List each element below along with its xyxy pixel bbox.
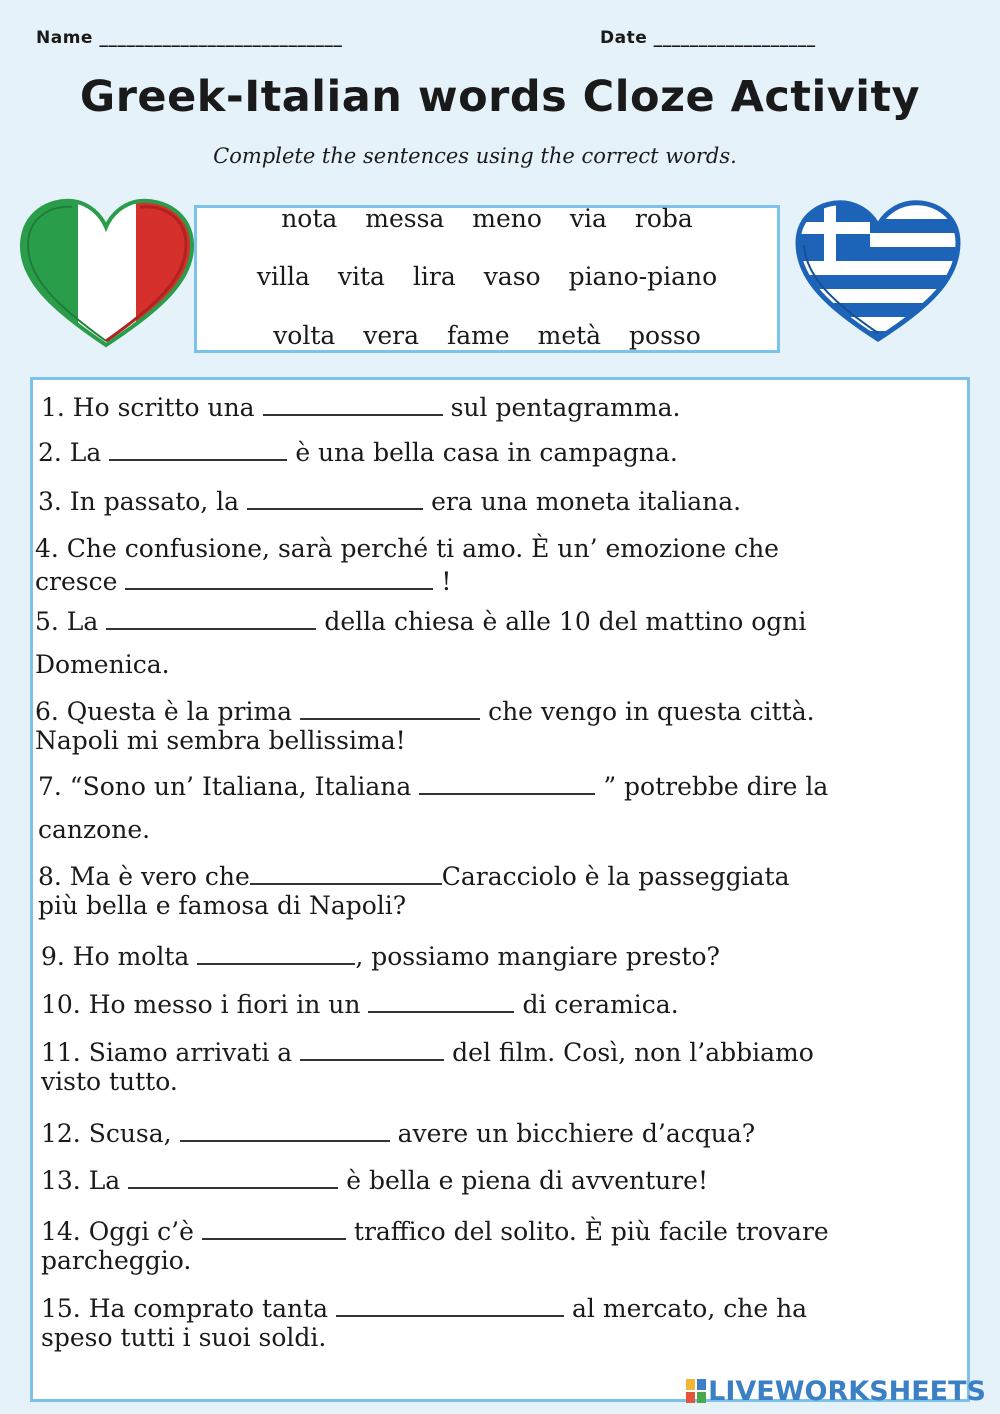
question-8 bbox=[38, 859, 790, 893]
question-text: Domenica. bbox=[35, 650, 170, 679]
answer-blank[interactable] bbox=[125, 564, 433, 590]
question-text: traffico del solito. È più facile trovare bbox=[353, 1217, 829, 1246]
question-text: 1. Ho scritto una bbox=[41, 393, 255, 422]
question-text: che vengo in questa città. bbox=[488, 697, 815, 726]
question-15 bbox=[41, 1291, 807, 1325]
question-text: del film. Così, non l’abbiamo bbox=[452, 1038, 814, 1067]
question-text: 5. La bbox=[35, 607, 99, 636]
question-10 bbox=[41, 987, 679, 1021]
word-chip: nota bbox=[281, 204, 338, 233]
answer-blank[interactable] bbox=[368, 987, 514, 1013]
answer-blank[interactable] bbox=[263, 390, 443, 416]
question-5 bbox=[35, 604, 806, 638]
answer-blank[interactable] bbox=[419, 769, 595, 795]
question-text: parcheggio. bbox=[41, 1246, 192, 1275]
question-text: 7. “Sono un’ Italiana, Italiana bbox=[38, 772, 412, 801]
question-text: della chiesa è alle 10 del mattino ogni bbox=[324, 607, 807, 636]
liveworksheets-badge-icon bbox=[686, 1379, 706, 1403]
answer-blank[interactable] bbox=[336, 1291, 564, 1317]
question-text: 8. Ma è vero che bbox=[38, 862, 250, 891]
answer-blank[interactable] bbox=[109, 435, 287, 461]
question-3 bbox=[38, 484, 741, 518]
question-7-cont bbox=[38, 814, 150, 846]
question-text: 6. Questa è la prima bbox=[35, 697, 293, 726]
question-15-cont bbox=[41, 1322, 326, 1354]
question-text: di ceramica. bbox=[522, 990, 679, 1019]
question-text: 11. Siamo arrivati a bbox=[41, 1038, 293, 1067]
question-text: 12. Scusa, bbox=[41, 1119, 172, 1148]
question-text: è una bella casa in campagna. bbox=[295, 438, 678, 467]
question-text: 10. Ho messo i fiori in un bbox=[41, 990, 361, 1019]
question-text: 2. La bbox=[38, 438, 102, 467]
answer-blank[interactable] bbox=[247, 484, 423, 510]
answer-blank[interactable] bbox=[300, 694, 480, 720]
answer-blank[interactable] bbox=[202, 1214, 346, 1240]
question-text: Caracciolo è la passeggiata bbox=[441, 862, 790, 891]
questions-panel bbox=[30, 377, 970, 1402]
word-chip: messa bbox=[365, 204, 445, 233]
question-13 bbox=[41, 1163, 708, 1197]
question-14 bbox=[41, 1214, 829, 1248]
answer-blank[interactable] bbox=[128, 1163, 338, 1189]
word-chip: volta bbox=[273, 321, 336, 350]
instructions: Complete the sentences using the correct words. bbox=[213, 144, 737, 168]
word-chip: posso bbox=[629, 321, 701, 350]
question-text: è bella e piena di avventure! bbox=[346, 1166, 709, 1195]
question-12 bbox=[41, 1116, 755, 1150]
word-bank-row-1 bbox=[197, 204, 777, 233]
question-text: ! bbox=[441, 567, 452, 596]
question-text: sul pentagramma. bbox=[450, 393, 681, 422]
question-text: più bella e famosa di Napoli? bbox=[38, 891, 407, 920]
question-text: ” potrebbe dire la bbox=[603, 772, 829, 801]
question-4 bbox=[35, 533, 779, 565]
word-chip: fame bbox=[447, 321, 510, 350]
question-5-cont bbox=[35, 649, 170, 681]
question-text: 14. Oggi c’è bbox=[41, 1217, 194, 1246]
question-6 bbox=[35, 694, 815, 728]
question-4-cont bbox=[35, 564, 451, 598]
question-text: visto tutto. bbox=[41, 1067, 178, 1096]
word-bank-row-3 bbox=[197, 321, 777, 350]
question-9 bbox=[41, 939, 720, 973]
question-text: Napoli mi sembra bellissima! bbox=[35, 726, 406, 755]
word-chip: piano-piano bbox=[568, 262, 718, 291]
question-11 bbox=[41, 1035, 814, 1069]
word-bank bbox=[194, 205, 780, 353]
italy-heart-flag-icon bbox=[14, 195, 199, 350]
question-text: era una moneta italiana. bbox=[431, 487, 742, 516]
question-14-cont bbox=[41, 1245, 191, 1277]
date-field[interactable]: Date __________________ bbox=[600, 28, 816, 48]
word-chip: vaso bbox=[483, 262, 541, 291]
word-chip: meno bbox=[472, 204, 542, 233]
answer-blank[interactable] bbox=[300, 1035, 444, 1061]
question-1 bbox=[41, 390, 680, 424]
word-chip: via bbox=[569, 204, 607, 233]
question-text: 15. Ha comprato tanta bbox=[41, 1294, 329, 1323]
name-field[interactable]: Name ___________________________ bbox=[36, 28, 343, 48]
question-7 bbox=[38, 769, 828, 803]
word-chip: vera bbox=[363, 321, 420, 350]
liveworksheets-logo bbox=[686, 1376, 986, 1407]
question-6-cont bbox=[35, 725, 406, 757]
question-text: canzone. bbox=[38, 815, 151, 844]
question-11-cont bbox=[41, 1066, 178, 1098]
word-chip: vita bbox=[337, 262, 385, 291]
brand-text: LIVEWORKSHEETS bbox=[708, 1376, 986, 1407]
question-text: , possiamo mangiare presto? bbox=[355, 942, 720, 971]
question-text: 9. Ho molta bbox=[41, 942, 190, 971]
greece-heart-flag-icon bbox=[790, 195, 965, 345]
question-text: 4. Che confusione, sarà perché ti amo. È un’ emozione che bbox=[35, 534, 779, 563]
word-chip: roba bbox=[634, 204, 693, 233]
word-bank-row-2 bbox=[197, 262, 777, 291]
question-text: avere un bicchiere d’acqua? bbox=[397, 1119, 756, 1148]
question-2 bbox=[38, 435, 678, 469]
answer-blank[interactable] bbox=[180, 1116, 390, 1142]
answer-blank[interactable] bbox=[197, 939, 355, 965]
word-chip: metà bbox=[537, 321, 602, 350]
answer-blank[interactable] bbox=[106, 604, 316, 630]
question-text: al mercato, che ha bbox=[572, 1294, 808, 1323]
question-8-cont bbox=[38, 890, 406, 922]
question-text: 13. La bbox=[41, 1166, 121, 1195]
answer-blank[interactable] bbox=[250, 859, 442, 885]
question-text: speso tutti i suoi soldi. bbox=[41, 1323, 327, 1352]
question-text: cresce bbox=[35, 567, 118, 596]
page-title: Greek-Italian words Cloze Activity bbox=[79, 72, 921, 122]
word-chip: lira bbox=[412, 262, 456, 291]
word-chip: villa bbox=[256, 262, 310, 291]
question-text: 3. In passato, la bbox=[38, 487, 240, 516]
